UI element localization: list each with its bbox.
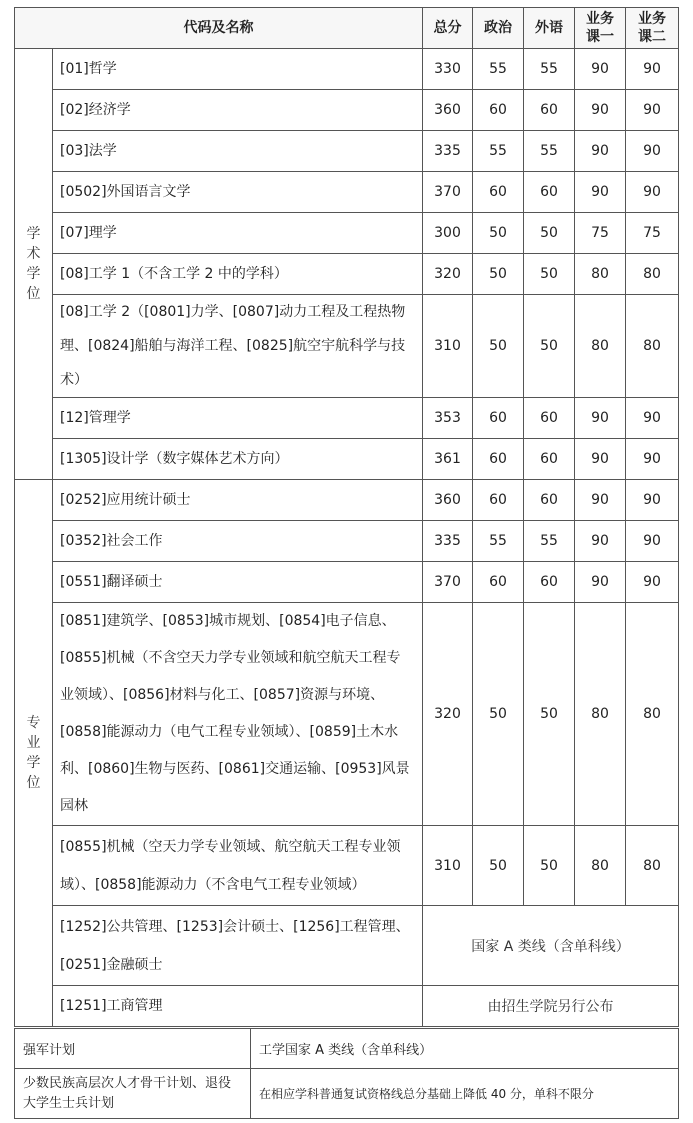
header-foreign: 外语 [524,8,575,49]
table-row [15,49,679,90]
row-total: 310 [423,826,473,906]
row-politics: 60 [473,562,524,603]
row-course2: 80 [626,254,679,295]
row-course1: 90 [575,562,626,603]
table-row [15,906,679,986]
row-politics: 50 [473,254,524,295]
row-name: [0855]机械（空天力学专业领域、航空航天工程专业领域）、[0858]能源动力（不含电气工程专业领域） [53,826,423,906]
row-total: 335 [423,521,473,562]
table-row [15,986,679,1027]
row-total: 361 [423,439,473,480]
row-course2: 90 [626,398,679,439]
row-course2: 80 [626,826,679,906]
header-row [15,8,679,49]
row-course2: 90 [626,131,679,172]
row-course1: 90 [575,480,626,521]
header-politics: 政治 [473,8,524,49]
row-name: [12]管理学 [53,398,423,439]
plan-row [15,1029,679,1069]
row-course1: 90 [575,521,626,562]
row-merged-rule: 国家 A 类线（含单科线） [423,906,679,986]
row-politics: 50 [473,603,524,826]
plan-row [15,1069,679,1119]
row-foreign: 60 [524,439,575,480]
plan-name: 强军计划 [15,1029,251,1069]
row-foreign: 60 [524,562,575,603]
table-row [15,439,679,480]
row-course2: 90 [626,439,679,480]
row-total: 353 [423,398,473,439]
table-row [15,295,679,398]
row-course1: 80 [575,295,626,398]
row-course2: 90 [626,49,679,90]
row-foreign: 60 [524,172,575,213]
row-name: [07]理学 [53,213,423,254]
row-name: [01]哲学 [53,49,423,90]
row-total: 310 [423,295,473,398]
row-politics: 50 [473,213,524,254]
row-course1: 90 [575,398,626,439]
row-name: [1305]设计学（数字媒体艺术方向） [53,439,423,480]
row-name: [0252]应用统计硕士 [53,480,423,521]
row-course1: 90 [575,439,626,480]
row-politics: 60 [473,480,524,521]
row-name: [0352]社会工作 [53,521,423,562]
table-row [15,521,679,562]
table-row [15,172,679,213]
row-politics: 60 [473,398,524,439]
row-course2: 90 [626,562,679,603]
table-row [15,826,679,906]
row-foreign: 50 [524,295,575,398]
table-row [15,90,679,131]
row-course2: 90 [626,90,679,131]
row-course2: 80 [626,603,679,826]
row-name: [0502]外国语言文学 [53,172,423,213]
row-total: 360 [423,480,473,521]
plan-rule: 工学国家 A 类线（含单科线） [251,1029,679,1069]
row-name: [03]法学 [53,131,423,172]
table-row [15,562,679,603]
table-row [15,480,679,521]
row-politics: 55 [473,521,524,562]
row-foreign: 60 [524,398,575,439]
row-course1: 80 [575,254,626,295]
row-course1: 75 [575,213,626,254]
row-total: 320 [423,254,473,295]
row-course2: 75 [626,213,679,254]
row-course1: 90 [575,131,626,172]
row-course1: 90 [575,172,626,213]
row-foreign: 50 [524,603,575,826]
row-name: [08]工学 1（不含工学 2 中的学科） [53,254,423,295]
row-total: 370 [423,562,473,603]
row-foreign: 50 [524,826,575,906]
row-foreign: 60 [524,90,575,131]
row-politics: 60 [473,172,524,213]
row-foreign: 50 [524,213,575,254]
row-course2: 90 [626,172,679,213]
header-course1: 业务课一 [575,8,626,49]
table-row [15,398,679,439]
row-name: [08]工学 2（[0801]力学、[0807]动力工程及工程热物理、[0824]船舶与海洋工程、[0825]航空宇航科学与技术） [53,295,423,398]
row-total: 330 [423,49,473,90]
row-name: [0851]建筑学、[0853]城市规划、[0854]电子信息、[0855]机械（不含空天力学专业领域和航空航天工程专业领域）、[0856]材料与化工、[0857]资源与环境、[0858]能源动力（电气工程专业领域）、[0859]土木水利、[0860]生物与医药、[0861]交通运输、[0953]风景园林 [53,603,423,826]
table-row [15,603,679,826]
row-course1: 90 [575,90,626,131]
row-total: 370 [423,172,473,213]
table-row [15,131,679,172]
row-politics: 55 [473,49,524,90]
table-row [15,254,679,295]
header-name: 代码及名称 [15,8,423,49]
row-total: 335 [423,131,473,172]
row-total: 300 [423,213,473,254]
plan-rule: 在相应学科普通复试资格线总分基础上降低 40 分，单科不限分 [251,1069,679,1119]
row-name: [02]经济学 [53,90,423,131]
row-politics: 60 [473,90,524,131]
plans-table [14,1028,679,1119]
score-table [14,7,679,1027]
row-course2: 90 [626,480,679,521]
row-foreign: 50 [524,254,575,295]
row-course1: 80 [575,603,626,826]
row-course1: 80 [575,826,626,906]
row-politics: 55 [473,131,524,172]
row-name: [1252]公共管理、[1253]会计硕士、[1256]工程管理、[0251]金融硕士 [53,906,423,986]
category-academic: 学术学位 [15,49,53,480]
row-politics: 50 [473,295,524,398]
table-row [15,213,679,254]
row-name: [0551]翻译硕士 [53,562,423,603]
row-merged-rule: 由招生学院另行公布 [423,986,679,1027]
row-politics: 50 [473,826,524,906]
row-course2: 80 [626,295,679,398]
row-foreign: 60 [524,480,575,521]
plan-name: 少数民族高层次人才骨干计划、退役大学生士兵计划 [15,1069,251,1119]
row-politics: 60 [473,439,524,480]
row-total: 360 [423,90,473,131]
row-foreign: 55 [524,521,575,562]
row-course1: 90 [575,49,626,90]
row-foreign: 55 [524,131,575,172]
category-professional: 专业学位 [15,480,53,1027]
header-total: 总分 [423,8,473,49]
row-foreign: 55 [524,49,575,90]
row-course2: 90 [626,521,679,562]
header-course2: 业务课二 [626,8,679,49]
row-name: [1251]工商管理 [53,986,423,1027]
row-total: 320 [423,603,473,826]
